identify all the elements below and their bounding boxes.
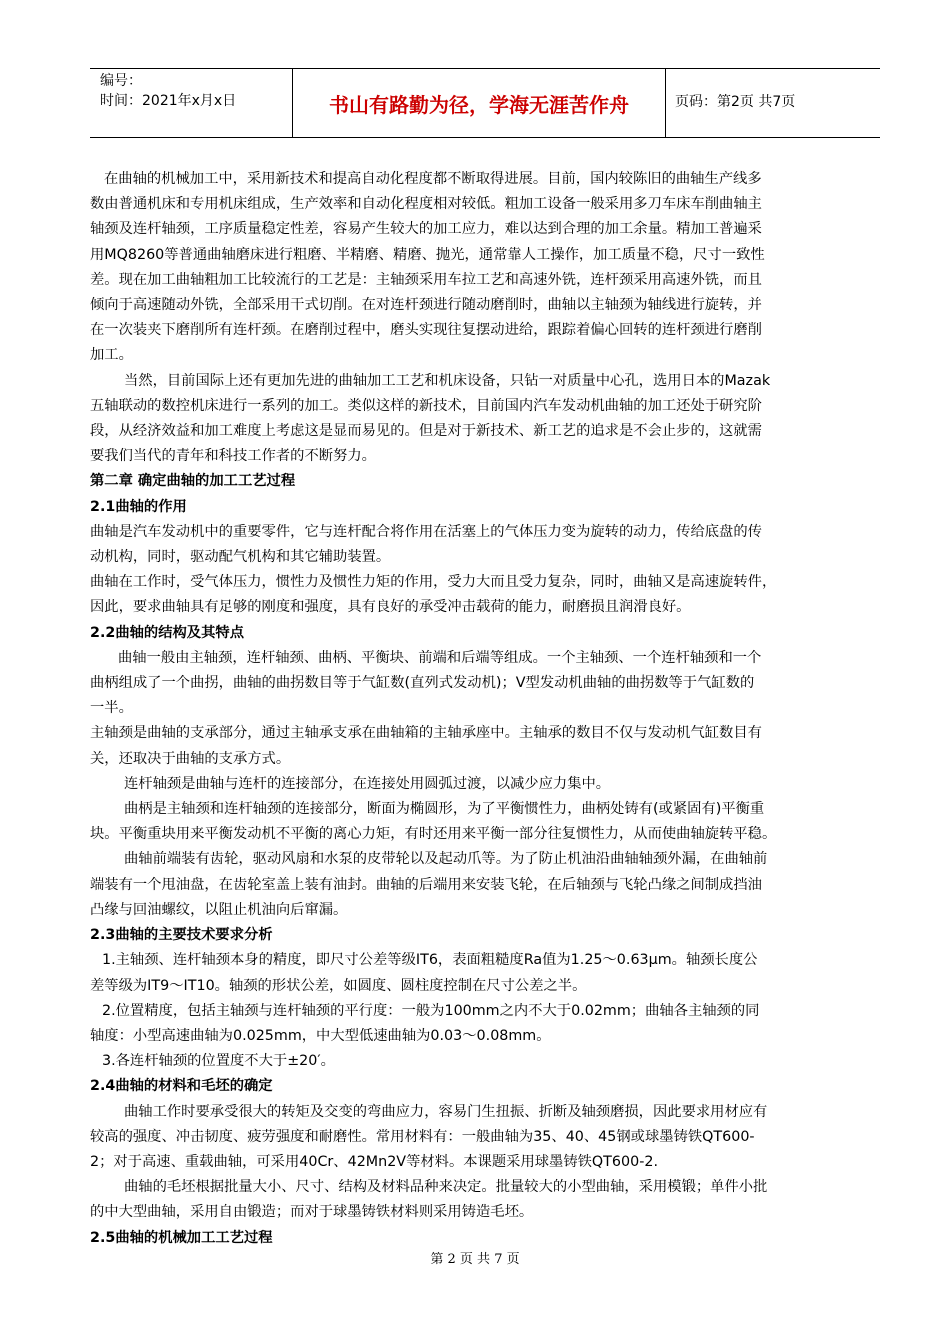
body-line: 加工。 xyxy=(90,347,133,364)
header-motto: 书山有路勤为径，学海无涯苦作舟 xyxy=(329,92,629,117)
page-footer: 第 2 页 共 7 页 xyxy=(430,1252,520,1267)
body-line: 动机构，同时，驱动配气机构和其它辅助装置。 xyxy=(90,549,391,566)
section-heading: 2.2曲轴的结构及其特点 xyxy=(90,624,244,641)
body-line: 当然，目前国际上还有更加先进的曲轴加工工艺和机床设备，只钻一对质量中心孔，选用日本的Mazak xyxy=(124,372,771,389)
body-line: 在曲轴的机械加工中，采用新技术和提高自动化程度都不断取得进展。目前，国内较陈旧的曲轴生产线多 xyxy=(104,171,762,187)
document-body xyxy=(90,167,886,1251)
body-line: 轴颈及连杆轴颈，工序质量稳定性差，容易产生较大的加工应力，难以达到合理的加工余量。精加工普遍采 xyxy=(90,221,762,238)
body-line: 连杆轴颈是曲轴与连杆的连接部分，在连接处用圆弧过渡，以减少应力集中。 xyxy=(124,775,611,792)
body-line: 倾向于高速随动外铣，全部采用干式切削。在对连杆颈进行随动磨削时，曲轴以主轴颈为轴线进行旋转，并 xyxy=(90,297,762,314)
body-line: 曲轴前端装有齿轮，驱动风扇和水泵的皮带轮以及起动爪等。为了防止机油沿曲轴轴颈外漏，在曲轴前 xyxy=(124,851,768,868)
body-line: 主轴颈是曲轴的支承部分，通过主轴承支承在曲轴箱的主轴承座中。主轴承的数目不仅与发动机气缸数目有 xyxy=(90,725,762,742)
body-line: 较高的强度、冲击韧度、疲劳强度和耐磨性。常用材料有：一般曲轴为35、40、45钢或球墨铸铁QT600- xyxy=(90,1128,755,1145)
section-heading: 2.5曲轴的机械加工工艺过程 xyxy=(90,1229,273,1246)
header-page-number: 页码：第2页 共7页 xyxy=(675,94,796,110)
section-heading: 2.4曲轴的材料和毛坯的确定 xyxy=(90,1078,273,1095)
section-heading: 2.3曲轴的主要技术要求分析 xyxy=(90,927,273,944)
body-line: 在一次装夹下磨削所有连杆颈。在磨削过程中，磨头实现往复摆动进给，跟踪着偏心回转的连杆颈进行磨削 xyxy=(90,322,762,339)
serial-label: 编号： xyxy=(100,73,142,89)
body-line: 块。平衡重块用来平衡发动机不平衡的离心力矩，有时还用来平衡一部分往复惯性力，从而使曲轴旋转平稳。 xyxy=(90,826,777,843)
body-line: 一半。 xyxy=(90,700,133,717)
time-label: 时间：2021年x月x日 xyxy=(100,93,237,109)
body-line: 2.位置精度，包括主轴颈与连杆轴颈的平行度：一般为100mm之内不大于0.02mm；曲轴各主轴颈的同 xyxy=(102,1002,760,1019)
body-line: 曲轴的毛坯根据批量大小、尺寸、结构及材料品种来决定。批量较大的小型曲轴，采用模锻；单件小批 xyxy=(124,1179,768,1196)
page-header xyxy=(90,68,880,138)
body-line: 的中大型曲轴，采用自由锻造；而对于球墨铸铁材料则采用铸造毛坯。 xyxy=(90,1204,534,1221)
body-line: 段，从经济效益和加工难度上考虑这是显而易见的。但是对于新技术、新工艺的追求是不会止步的，这就需 xyxy=(90,423,762,440)
body-line: 曲轴是汽车发动机中的重要零件，它与连杆配合将作用在活塞上的气体压力变为旋转的动力，传给底盘的传 xyxy=(90,523,762,540)
body-line: 曲轴一般由主轴颈，连杆轴颈、曲柄、平衡块、前端和后端等组成。一个主轴颈、一个连杆轴颈和一个 xyxy=(118,649,762,666)
body-line: 要我们当代的青年和科技工作者的不断努力。 xyxy=(90,448,376,465)
body-line: 用MQ8260等普通曲轴磨床进行粗磨、半精磨、精磨、抛光，通常靠人工操作，加工质量不稳，尺寸一致性 xyxy=(90,246,765,263)
chapter-heading: 第二章 确定曲轴的加工工艺过程 xyxy=(90,473,296,490)
body-line: 数由普通机床和专用机床组成，生产效率和自动化程度相对较低。粗加工设备一般采用多刀车床车削曲轴主 xyxy=(90,196,762,213)
body-line: 3.各连杆轴颈的位置度不大于±20′。 xyxy=(102,1053,335,1070)
body-line: 关，还取决于曲轴的支承方式。 xyxy=(90,750,291,767)
header-meta xyxy=(100,71,236,111)
section-heading: 2.1曲轴的作用 xyxy=(90,498,187,515)
body-line: 差等级为IT9～IT10。轴颈的形状公差，如圆度、圆柱度控制在尺寸公差之半。 xyxy=(90,977,587,994)
body-line: 曲轴工作时要承受很大的转矩及交变的弯曲应力，容易门生扭振、折断及轴颈磨损，因此要求用材应有 xyxy=(124,1103,768,1120)
body-line: 端装有一个甩油盘，在齿轮室盖上装有油封。曲轴的后端用来安装飞轮，在后轴颈与飞轮凸缘之间制成挡油 xyxy=(90,876,762,893)
body-line: 曲柄组成了一个曲拐，曲轴的曲拐数目等于气缸数(直列式发动机)；V型发动机曲轴的曲拐数等于气缸数的 xyxy=(90,675,755,692)
body-line: 凸缘与回油螺纹，以阻止机油向后窜漏。 xyxy=(90,901,348,918)
body-line: 1.主轴颈、连杆轴颈本身的精度，即尺寸公差等级IT6，表面粗糙度Ra值为1.25～0.63μm。轴颈长度公 xyxy=(102,952,758,969)
header-divider xyxy=(665,69,666,137)
body-line: 差。现在加工曲轴粗加工比较流行的工艺是：主轴颈采用车拉工艺和高速外铣，连杆颈采用高速外铣，而且 xyxy=(90,271,762,288)
body-line: 轴度：小型高速曲轴为0.025mm，中大型低速曲轴为0.03～0.08mm。 xyxy=(90,1027,551,1044)
body-line: 五轴联动的数控机床进行一系列的加工。类似这样的新技术，目前国内汽车发动机曲轴的加工还处于研究阶 xyxy=(90,397,762,414)
body-line: 2；对于高速、重载曲轴，可采用40Cr、42Mn2V等材料。本课题采用球墨铸铁QT600-2. xyxy=(90,1153,658,1170)
body-line: 曲柄是主轴颈和连杆轴颈的连接部分，断面为椭圆形，为了平衡惯性力，曲柄处铸有(或紧固有)平衡重 xyxy=(124,801,765,818)
body-line: 曲轴在工作时，受气体压力，惯性力及惯性力矩的作用，受力大而且受力复杂，同时，曲轴又是高速旋转件， xyxy=(90,574,777,591)
body-line: 因此，要求曲轴具有足够的刚度和强度，具有良好的承受冲击载荷的能力，耐磨损且润滑良好。 xyxy=(90,599,691,616)
